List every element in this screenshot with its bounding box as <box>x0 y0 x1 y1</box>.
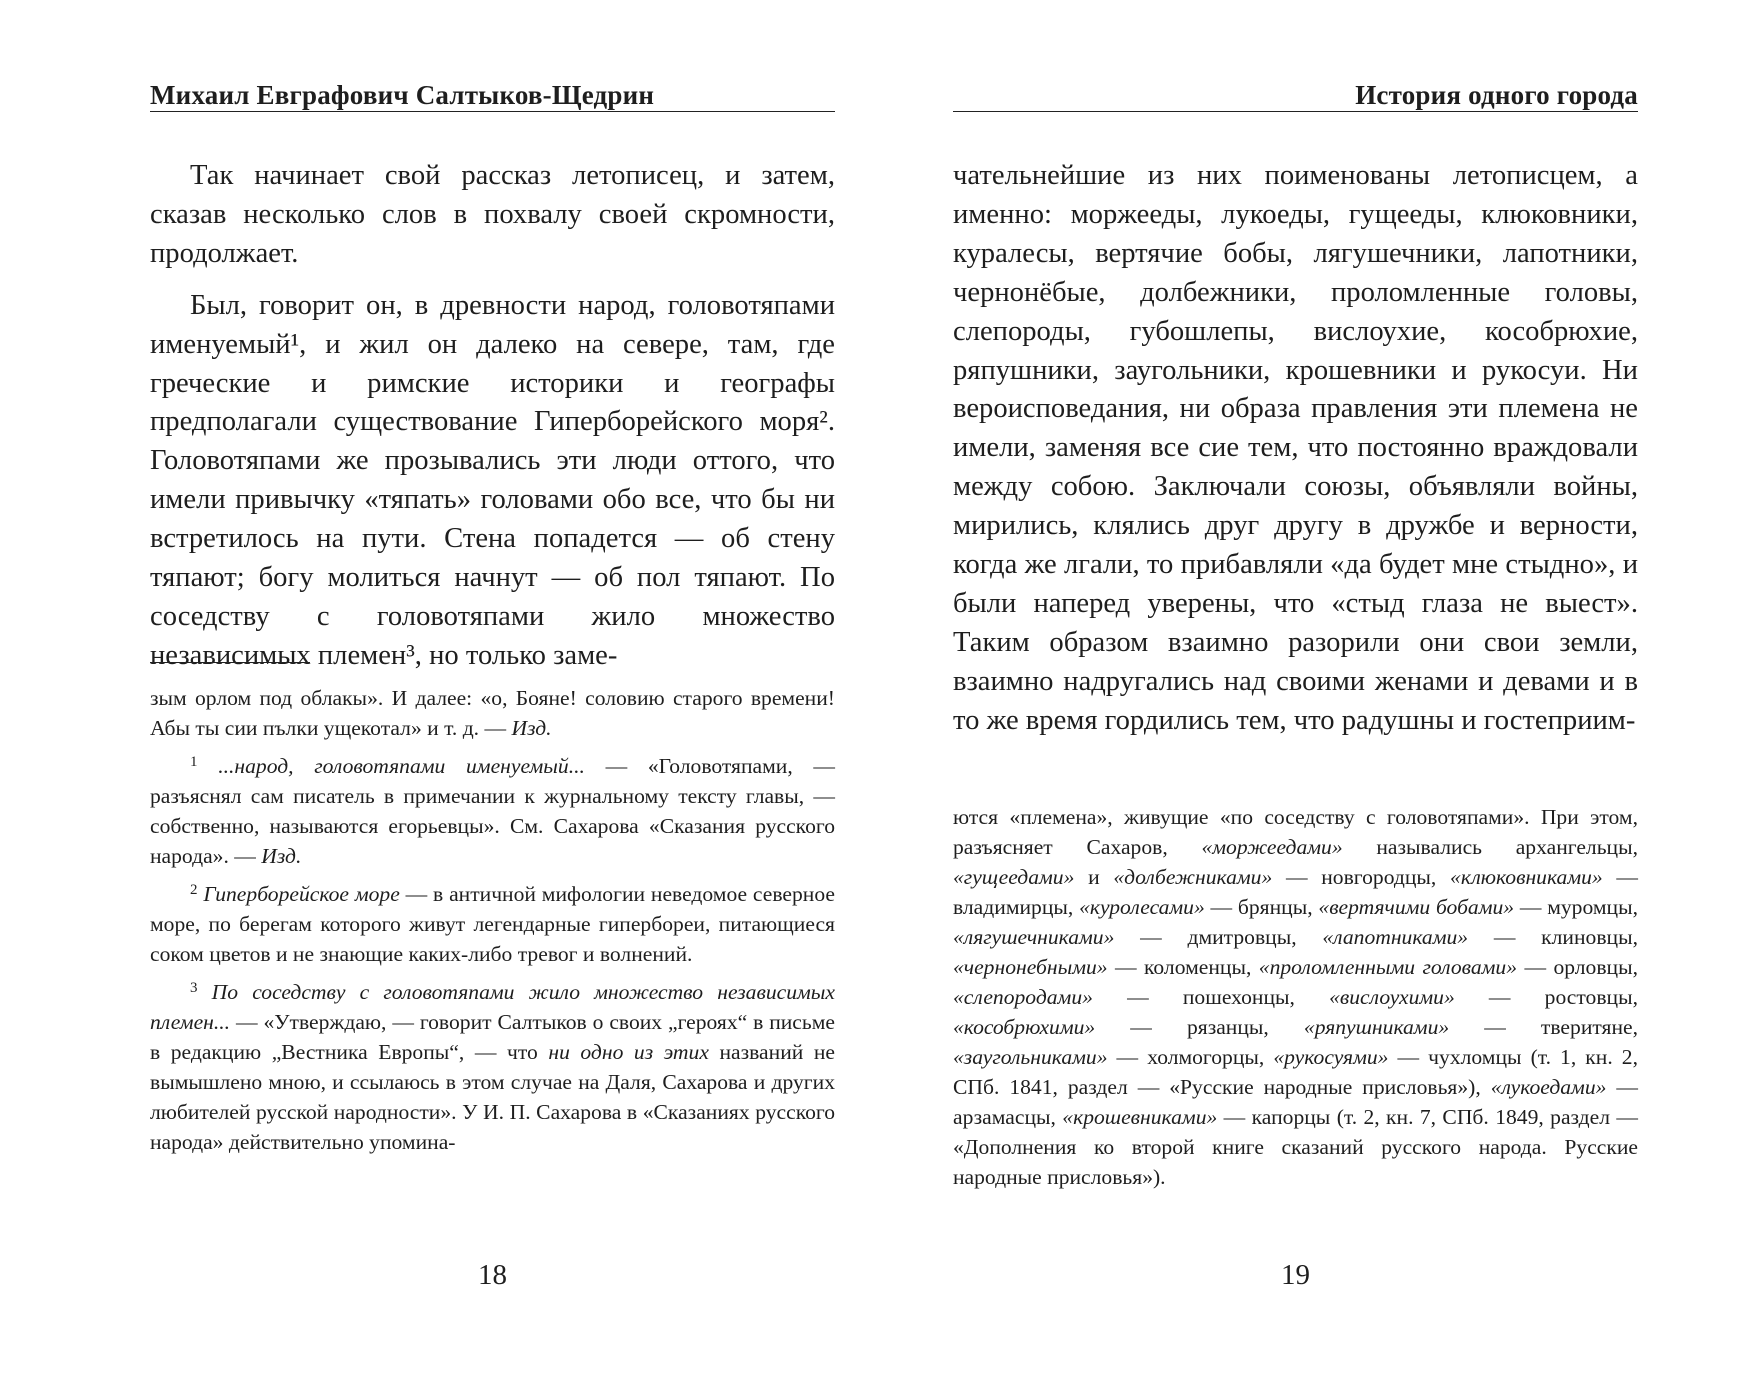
note-term: «лапотниками» <box>1322 925 1469 949</box>
running-header-right <box>953 78 1638 112</box>
main-text-right <box>953 157 1638 741</box>
note-text: — арзамасцы, <box>953 1075 1638 1129</box>
note-text: — владимирцы, <box>953 865 1638 919</box>
footnote-3: $^3$ По соседству с головотяпами жило множество независимых племен... — «Утверждаю, — говорит Салтыков о своих „героях“ в письме в редакцию „Вестника Европы“, — что ни одно из этих названий не вымышлено мною, и ссылаюсь в этом случае на Даля, Сахарова и других любителей русской народности». У И. П. Сахарова в «Сказаниях русского народа» действительно упомина- <box>150 980 836 1154</box>
note-text: — муромцы, <box>1514 895 1638 919</box>
note-term: «рукосуями» <box>1273 1045 1389 1069</box>
footnote-2: $^2$ Гиперборейское море — в античной мифологии неведомое северное море, по берегам которого живут легендарные гипербореи, питающиеся соком цветов и не знающие каких-либо тревог и волнений. <box>150 882 836 966</box>
note-text: — капорцы (т. 2, кн. 7, СПб. 1849, раздел — «Дополнения ко второй книге сказаний русского народа. Русские народные присловья»). <box>953 1105 1638 1189</box>
note-term: «гущеедами» <box>953 865 1075 889</box>
note-term: «проломленными головами» <box>1258 955 1518 979</box>
paragraph: Так начинает свой рассказ летописец, и затем, сказав несколько слов в похвалу своей скромности, продолжает. <box>150 160 835 269</box>
footnote-continuation: зым орлом под облакы». И далее: «о, Бояне! соловию старого времени! Абы ты сии пълки ущекотал» и т. д. — Изд. <box>150 686 835 740</box>
note-term: «клюковниками» <box>1450 865 1603 889</box>
note-term: «лукоедами» <box>1490 1075 1607 1099</box>
note-text: и <box>1074 865 1114 889</box>
note-term: «слепородами» <box>953 985 1093 1009</box>
note-text: — коломенцы, <box>1107 955 1259 979</box>
header-rule <box>953 111 1638 112</box>
note-text: — орловцы, <box>1517 955 1638 979</box>
note-term: «долбежниками» <box>1113 865 1273 889</box>
note-term: «чернонебными» <box>953 955 1108 979</box>
footnote-1: $^1$ ...народ, головотяпами именуемый... — «Головотяпами, — разъяснял сам писатель в примечании к журнальному тексту главы, — собственно, называются егорьевцы». См. Сахарова «Сказания русского народа». — Изд. <box>150 754 835 868</box>
note-text: — клиновцы, <box>1468 925 1638 949</box>
left-page <box>150 0 835 1388</box>
note-term: «ряпушниками» <box>1303 1015 1450 1039</box>
note-text: — новгородцы, <box>1272 865 1451 889</box>
note-text: — ростовцы, <box>1454 985 1639 1009</box>
page-number: 19 <box>1281 1259 1310 1291</box>
note-text: — тверитяне, <box>1449 1015 1638 1039</box>
note-text: — пошехонцы, <box>1092 985 1330 1009</box>
note-text: назывались архангельцы, <box>1342 835 1638 859</box>
note-text: — рязанцы, <box>1095 1015 1304 1039</box>
note-term: «лягушечниками» <box>953 925 1115 949</box>
footnotes-left <box>150 683 835 1157</box>
note-term: «куролесами» <box>1079 895 1205 919</box>
page-number: 18 <box>478 1259 507 1291</box>
note-text: ются «племена», живущие «по соседству с головотяпами». При этом, разъясняет Сахаров, <box>953 805 1638 859</box>
note-text: — дмитровцы, <box>1114 925 1323 949</box>
right-page <box>953 0 1638 1388</box>
paragraph: чательнейшие из них поименованы летописцем, а именно: моржееды, лукоеды, гущееды, клюковники, куралесы, вертячие бобы, лягушечники, лапотники, чернонёбые, долбежники, проломленные головы, слепороды, губошлепы, вислоухие, кособрюхие, ряпушники, заугольники, крошевники и рукосуи. Ни вероисповедания, ни образа правления эти племена не имели, заменяя все сие тем, что постоянно враждовали между собою. Заключали союзы, объявляли войны, мирились, клялись друг другу в дружбе и верности, когда же лгали, то прибавляли «да будет мне стыдно», и были наперед уверены, что «стыд глаза не выест». Таким образом взаимно разорили они свои земли, взаимно надругались над своими женами и девами и в то же время гордились тем, что радушны и гостеприим- <box>953 160 1638 736</box>
footnote-continuation <box>953 802 1638 1192</box>
footnotes-right <box>953 802 1638 1192</box>
note-term: «заугольниками» <box>953 1045 1108 1069</box>
note-term: «вислоухими» <box>1329 985 1455 1009</box>
note-term: «кособрюхими» <box>953 1015 1096 1039</box>
main-text-left <box>150 157 835 676</box>
paragraph: Был, говорит он, в древности народ, головотяпами именуемый¹, и жил он далеко на севере, там, где греческие и римские историки и географы предполагали существование Гиперборейского моря². Головотяпами же прозывались эти люди оттого, что имели привычку «тяпать» головами обо все, что бы ни встретилось на пути. Стена попадется — об стену тяпают; богу молиться начнут — об пол тяпают. По соседству с головотяпами жило множество независимых племен³, но только заме- <box>150 289 835 671</box>
book-title: История одного города <box>1355 80 1638 110</box>
note-term: «моржеедами» <box>1201 835 1343 859</box>
note-term: «крошевниками» <box>1062 1105 1218 1129</box>
footnote-separator <box>150 662 310 663</box>
running-header-left <box>150 78 835 112</box>
note-text: — брянцы, <box>1204 895 1319 919</box>
note-term: «вертячими бобами» <box>1318 895 1515 919</box>
note-text: — холмогорцы, <box>1107 1045 1274 1069</box>
header-rule <box>150 111 835 112</box>
author-name: Михаил Евграфович Салтыков-Щедрин <box>150 80 655 110</box>
note-text: — чухломцы (т. 1, кн. 2, СПб. 1841, раздел — «Русские народные присловья»), <box>953 1045 1638 1099</box>
